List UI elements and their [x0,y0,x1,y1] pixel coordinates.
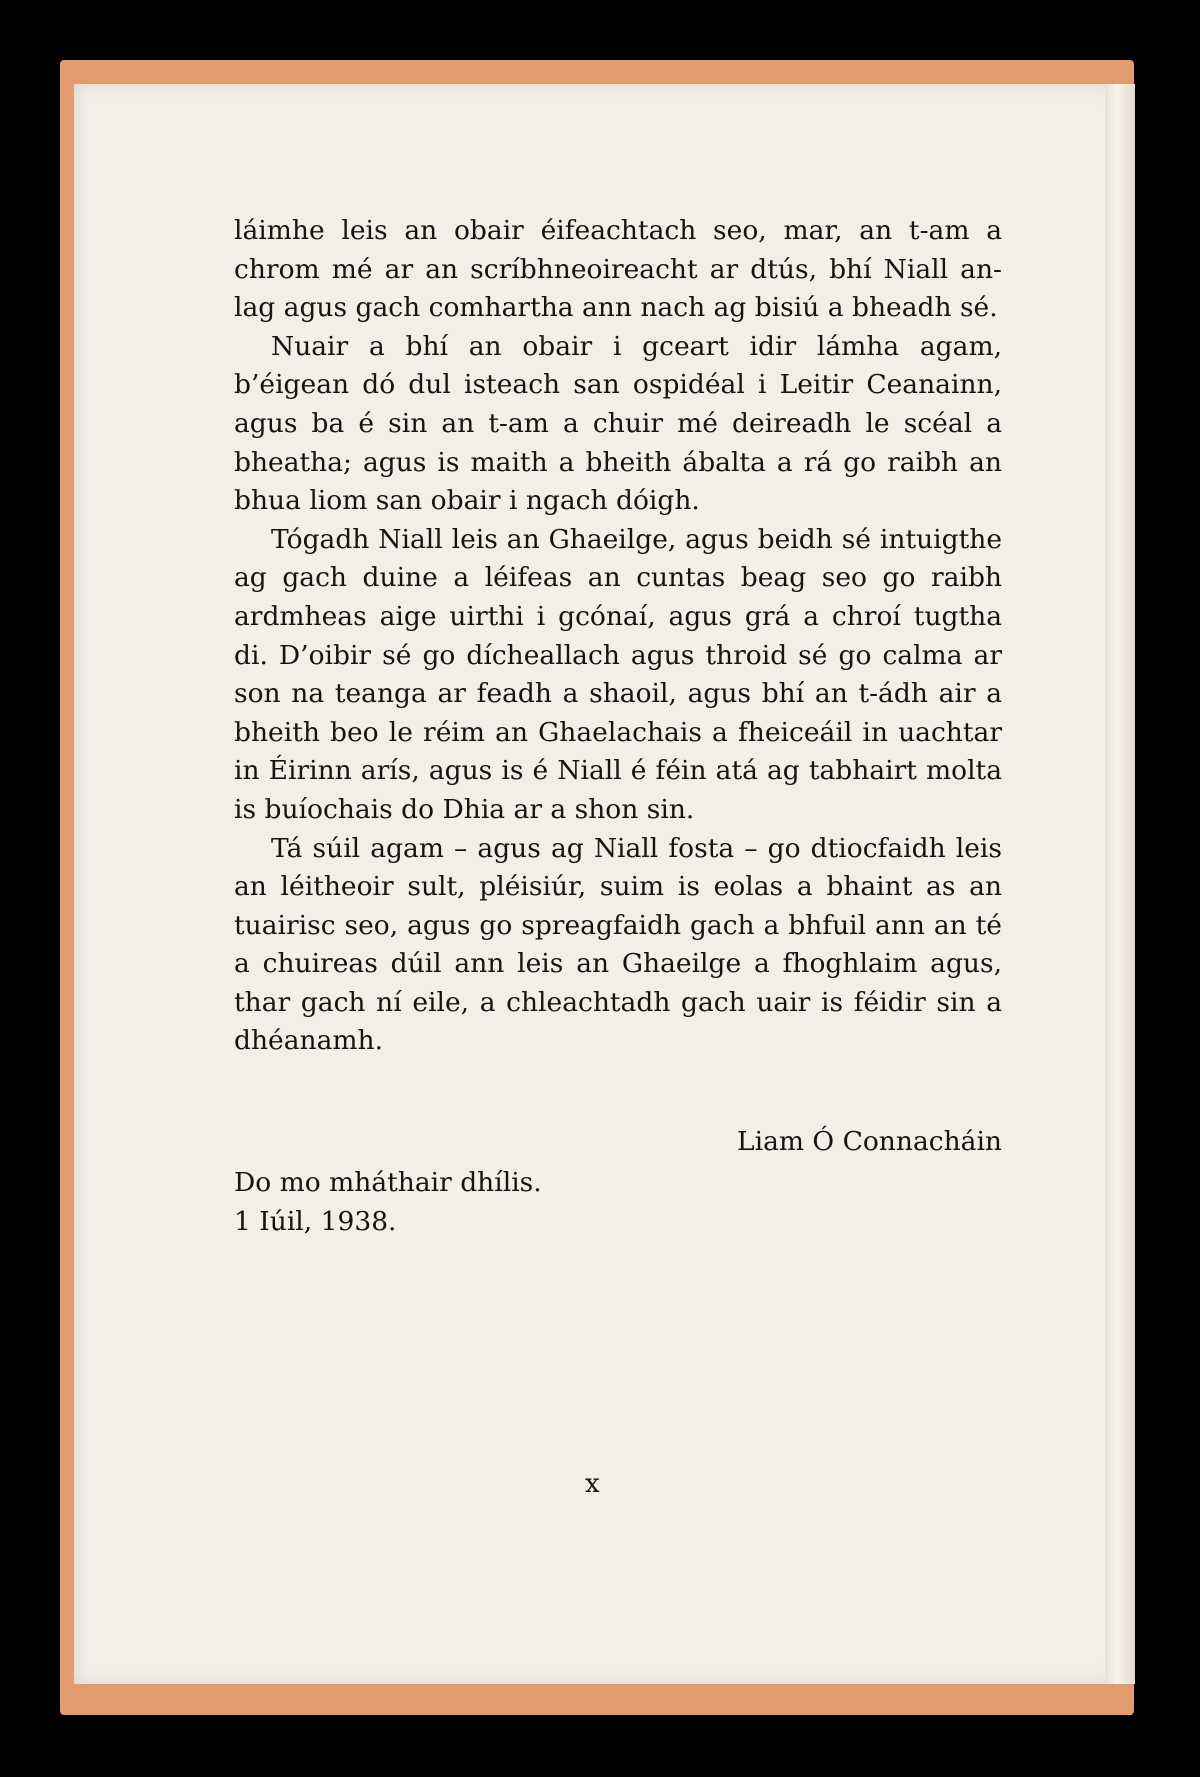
paragraph-2: Nuair a bhí an obair i gceart idir lámha agam, b’éigean dó dul isteach san ospidéal i Leitir Ceanainn, agus ba é sin an t-am a chuir mé deireadh le scéal a bheatha; agus is maith a bheith ábalta a rá go raibh an bhua liom san obair i ngach dóigh. [234,330,1002,517]
paragraph-3: Tógadh Niall leis an Ghaeilge, agus beidh sé intuigthe ag gach duine a léifeas an cuntas beag seo go raibh ardmheas aige uirthi i gcónaí, agus grá a chroí tugtha di. D’oibir sé go dícheallach agus throid sé go calma ar son na teanga ar feadh a shaoil, agus bhí an t-ádh air a bheith beo le réim an Ghaelachais a fheiceáil in uachtar in Éirinn arís, agus is é Niall é féin atá ag tabhairt molta is buíochais do Dhia ar a shon sin. [234,523,1002,825]
paragraph-4: Tá súil agam – agus ag Niall fosta – go dtiocfaidh leis an léitheoir sult, pléisiúr, suim is eolas a bhaint as an tuairisc seo, agus go spreagfaidh gach a bhfuil ann an té a chuireas dúil ann leis an Ghaeilge a fhoghlaim agus, thar gach ní eile, a chleachtadh gach uair is féidir sin a dhéanamh. [234,832,1002,1057]
author-signature: Liam Ó Connacháin [737,1126,1002,1157]
date-line: 1 Iúil, 1938. [234,1206,397,1237]
body-text [234,212,1002,1061]
page-edge [1105,84,1135,1684]
page-number: x [585,1469,600,1499]
paragraph-1: láimhe leis an obair éifeachtach seo, mar, an t-am a chrom mé ar an scríbhneoireacht ar dtús, bhí Niall an-lag agus gach comhartha ann nach ag bisiú a bheadh sé. [234,215,1002,324]
dedication: Do mo mháthair dhílis. [234,1167,542,1198]
